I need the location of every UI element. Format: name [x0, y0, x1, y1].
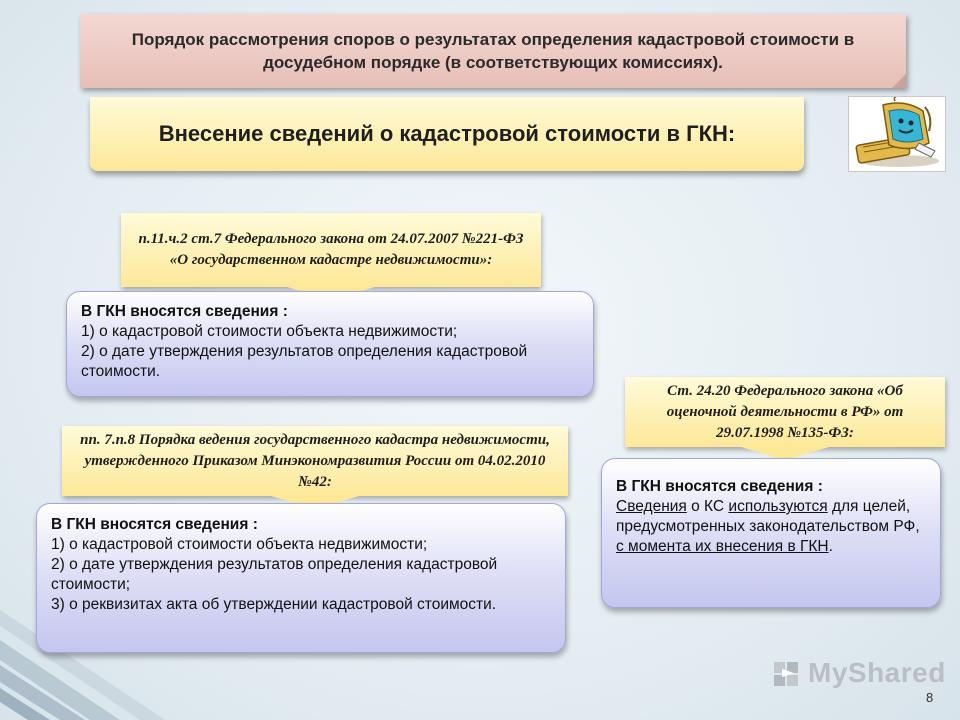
myshared-logo-icon: [772, 658, 802, 688]
info-box-2-line: 1) о кадастровой стоимости объекта недвижимости;: [51, 536, 428, 553]
watermark-text: MyShared: [808, 657, 946, 688]
info-box-3-body: [616, 497, 926, 557]
law-reference-3-text: Ст. 24.20 Федерального закона «Об оценочной деятельности в РФ» от 29.07.1998 №135-ФЗ:: [666, 382, 904, 441]
slide-title: Порядок рассмотрения споров о результатах определения кадастровой стоимости в досудебном порядке (в соответствующих комиссиях).: [131, 30, 855, 72]
computer-clipart-icon: [848, 96, 946, 172]
law-reference-2-text: пп. 7.п.8 Порядка ведения государственного кадастра недвижимости, утвержденного Приказом Минэкономразвития России от 04.02.2010 №42:: [80, 431, 550, 490]
slide-heading: Внесение сведений о кадастровой стоимости в ГКН:: [158, 121, 736, 146]
title-banner: [80, 14, 906, 88]
info-box-1: [66, 291, 594, 397]
info-box-2-line: 3) о реквизитах акта об утверждении кадастровой стоимости.: [51, 596, 497, 613]
info-box-3-text: для целей, предусмотренных законодательством РФ,: [616, 498, 920, 535]
heading-banner: [90, 97, 804, 171]
info-box-3-text: .: [828, 538, 833, 555]
watermark: [772, 655, 946, 691]
info-box-1-lead: В ГКН вносятся сведения :: [81, 303, 288, 320]
info-box-1-line: 2) о дате утверждения результатов определения кадастровой стоимости.: [81, 343, 528, 380]
info-box-2: [36, 503, 566, 653]
info-box-3: [601, 458, 941, 608]
info-box-1-line: 1) о кадастровой стоимости объекта недвижимости;: [81, 323, 458, 340]
info-box-3-text: о КС: [686, 498, 729, 515]
info-box-3-lead: В ГКН вносятся сведения :: [616, 478, 823, 495]
info-box-3-underlined: Сведения: [616, 498, 687, 515]
info-box-2-line: 2) о дате утверждения результатов определения кадастровой стоимости;: [51, 556, 498, 593]
page-number: 8: [926, 690, 934, 705]
law-reference-3: [625, 377, 945, 447]
law-reference-1: [121, 213, 541, 287]
info-box-2-lead: В ГКН вносятся сведения :: [51, 516, 258, 533]
info-box-3-underlined: используются: [728, 498, 828, 515]
info-box-3-underlined: с момента их внесения в ГКН: [616, 538, 829, 555]
law-reference-2: [62, 426, 568, 496]
law-reference-1-text: п.11.ч.2 ст.7 Федерального закона от 24.07.2007 №221-ФЗ «О государственном кадастре недвижимости»:: [138, 231, 524, 268]
